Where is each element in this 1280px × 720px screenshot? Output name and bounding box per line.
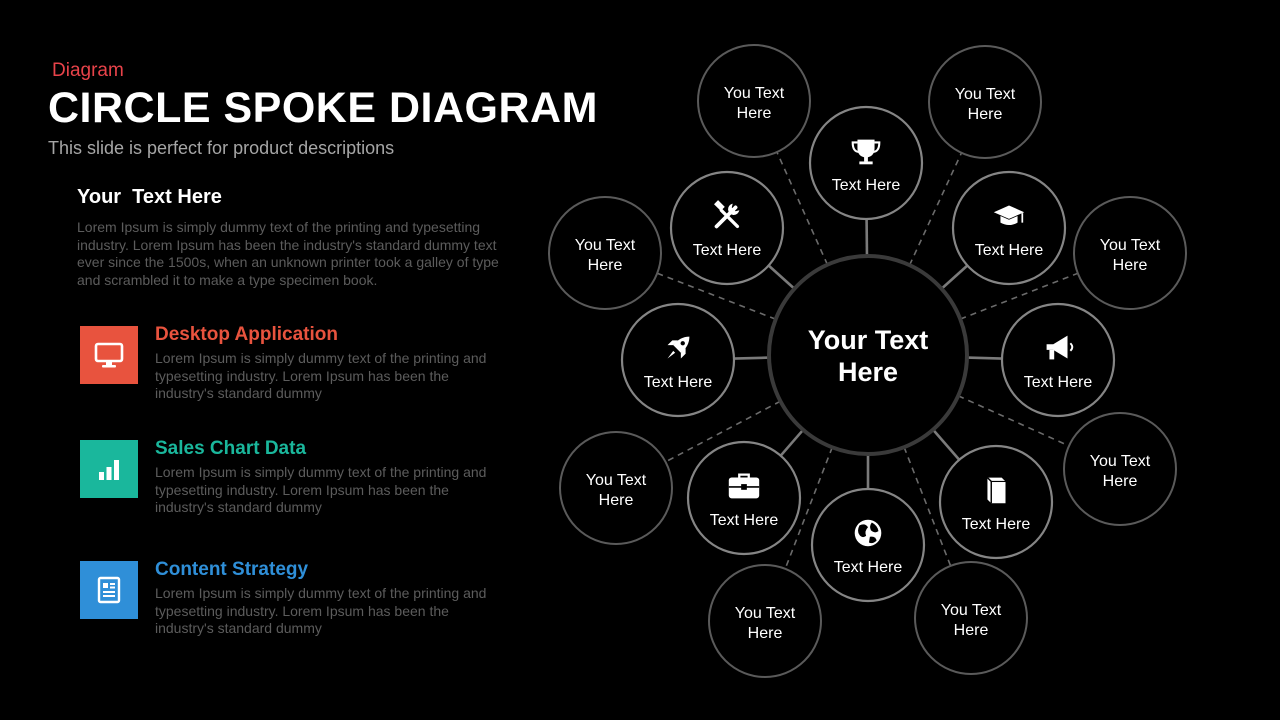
outer-node-label-line1: You Text xyxy=(1099,237,1161,254)
inner-node-label: Text Here xyxy=(1023,374,1093,391)
inner-node-label: Text Here xyxy=(709,512,779,529)
feature-body: Lorem Ipsum is simply dummy text of the printing and typesetting industry. Lorem Ipsum has been the industry's standard dummy xyxy=(155,464,487,515)
intro-heading: Your Text Here xyxy=(77,186,222,208)
outer-node-label-line2: Here xyxy=(953,622,989,639)
feature-body: Lorem Ipsum is simply dummy text of the printing and typesetting industry. Lorem Ipsum has been the industry's standard dummy xyxy=(155,350,487,401)
outer-node xyxy=(929,46,1041,158)
spoke-line xyxy=(933,430,959,460)
inner-node-label: Text Here xyxy=(831,177,901,194)
outer-node-label-line1: You Text xyxy=(954,86,1016,103)
globe-icon xyxy=(855,520,882,547)
inner-node xyxy=(953,172,1065,284)
center-circle xyxy=(769,256,967,454)
outer-node xyxy=(549,197,661,309)
outer-node-label-line2: Here xyxy=(1102,473,1138,490)
outer-node xyxy=(709,565,821,677)
inner-node xyxy=(688,442,800,554)
inner-node-label: Text Here xyxy=(974,242,1044,259)
outer-node-label-line2: Here xyxy=(736,105,772,122)
outer-node-label-line1: You Text xyxy=(1089,453,1151,470)
inner-node xyxy=(671,172,783,284)
outer-node-label-line1: You Text xyxy=(734,605,796,622)
feature-title: Desktop Application xyxy=(155,324,338,345)
outer-node-label-line2: Here xyxy=(747,625,783,642)
spoke-line xyxy=(942,265,968,288)
inner-node xyxy=(622,304,734,416)
spoke-line xyxy=(967,358,1002,359)
inner-node-label: Text Here xyxy=(692,242,762,259)
outer-node xyxy=(1064,413,1176,525)
feature-title: Sales Chart Data xyxy=(155,438,307,459)
inner-node xyxy=(940,446,1052,558)
slide-title: CIRCLE SPOKE DIAGRAM xyxy=(48,84,598,132)
spoke-line xyxy=(781,430,803,456)
inner-node-circle xyxy=(622,304,734,416)
outer-node-label-line1: You Text xyxy=(940,602,1002,619)
inner-node-label: Text Here xyxy=(961,516,1031,533)
outer-node xyxy=(560,432,672,544)
outer-node-label-line1: You Text xyxy=(723,85,785,102)
outer-node-label-line2: Here xyxy=(967,106,1003,123)
feature-title: Content Strategy xyxy=(155,559,309,580)
center-label-line1: Your Text xyxy=(807,325,929,355)
outer-node-label-line1: You Text xyxy=(574,237,636,254)
center-label-line2: Here xyxy=(837,357,899,387)
book-icon xyxy=(987,478,1005,504)
slide-subtitle: This slide is perfect for product descriptions xyxy=(48,138,395,158)
inner-node-circle xyxy=(1002,304,1114,416)
briefcase-icon xyxy=(729,475,759,499)
center-node xyxy=(769,256,967,454)
outer-node xyxy=(915,562,1027,674)
outer-node-label-line2: Here xyxy=(1112,257,1148,274)
inner-node xyxy=(810,107,922,219)
inner-node-label: Text Here xyxy=(833,559,903,576)
slide-tag: Diagram xyxy=(52,60,124,81)
outer-node-label-line2: Here xyxy=(587,257,623,274)
inner-node xyxy=(1002,304,1114,416)
feature-body: Lorem Ipsum is simply dummy text of the printing and typesetting industry. Lorem Ipsum has been the industry's standard dummy xyxy=(155,585,487,636)
inner-node-circle xyxy=(953,172,1065,284)
spoke-line xyxy=(769,265,795,288)
inner-node-circle xyxy=(671,172,783,284)
inner-node-label: Text Here xyxy=(643,374,713,391)
spoke-line xyxy=(734,358,769,359)
inner-node xyxy=(812,489,924,601)
outer-node-label-line2: Here xyxy=(598,492,634,509)
outer-node xyxy=(698,45,810,157)
outer-node-label-line1: You Text xyxy=(585,472,647,489)
outer-node xyxy=(1074,197,1186,309)
intro-body: Lorem Ipsum is simply dummy text of the printing and typesetting industry. Lorem Ipsum has been the industry's standard dummy text ever since the 1500s, when an unknown printer took a galley of type and scrambled it to make a type specimen book. xyxy=(77,219,499,288)
